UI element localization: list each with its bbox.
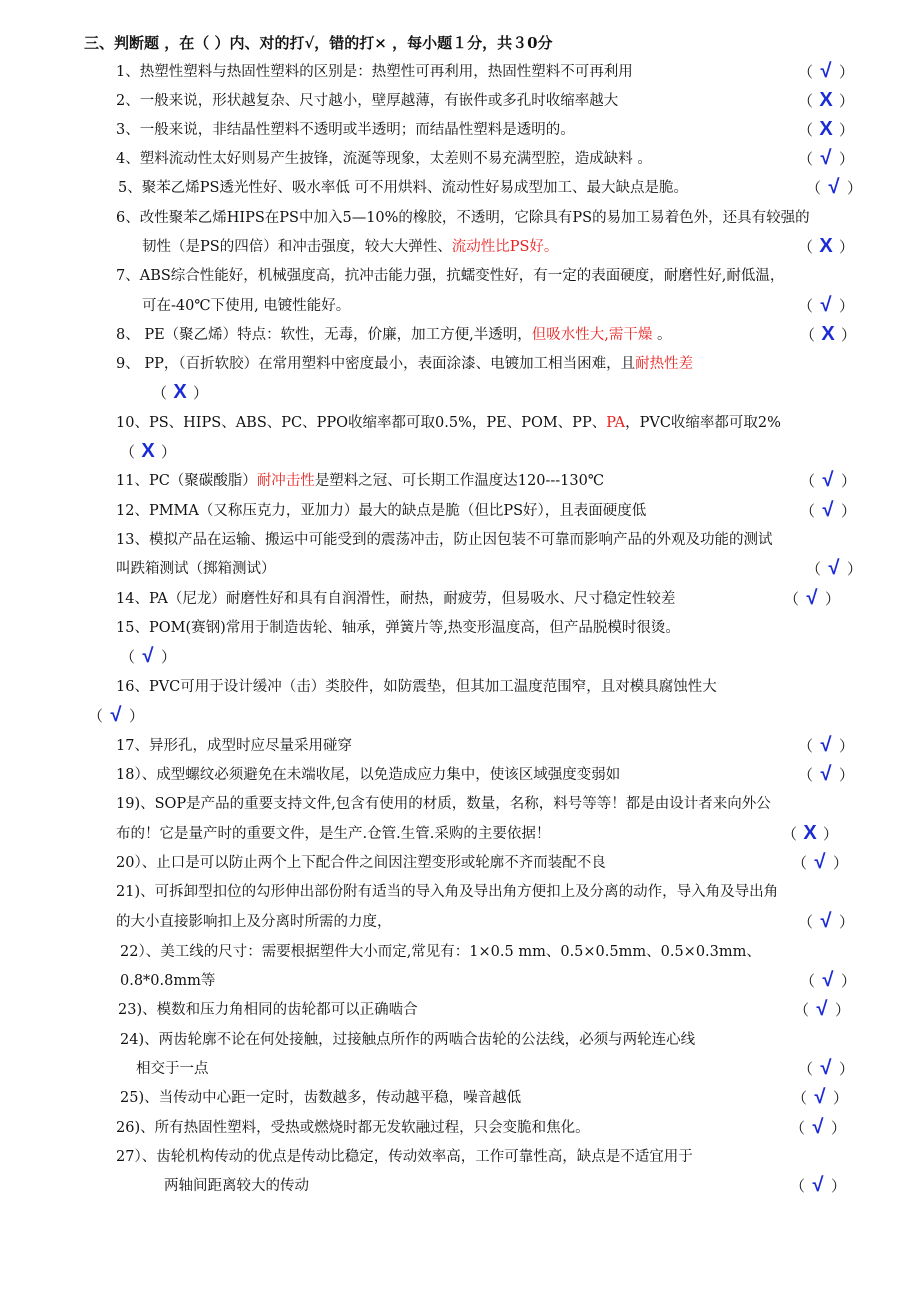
answer-7: （ √ ） — [798, 294, 855, 316]
answer-6: （ X ） — [798, 235, 855, 257]
check-icon: √ — [820, 147, 832, 169]
answer-18: （ √ ） — [798, 763, 855, 785]
section-title: 三、判断题 ，在（ ）内、对的打√，错的打× ，每小题１分，共３0分 — [84, 34, 553, 52]
check-icon: √ — [820, 1057, 832, 1079]
answer-27: （ √ ） — [790, 1174, 847, 1196]
answer-26: （ √ ） — [790, 1116, 847, 1138]
answer-11: （ √ ） — [800, 469, 857, 491]
check-icon: √ — [812, 1116, 824, 1138]
answer-10: （ X ） — [120, 440, 177, 462]
cross-icon: X — [173, 381, 187, 403]
answer-19: （ X ） — [782, 822, 839, 844]
question-27-line1: 27）、齿轮机构传动的优点是传动比稳定，传动效率高，工作可靠性高，缺点是不适宜用于 — [116, 1149, 693, 1165]
answer-16: （ √ ） — [88, 704, 145, 726]
cross-icon: X — [141, 440, 155, 462]
answer-1: （ √ ） — [798, 60, 855, 82]
question-21-line2: 的大小直接影响扣上及分离时所需的力度， — [116, 914, 392, 930]
question-4: 4、塑料流动性太好则易产生披锋，流涎等现象，太差则不易充满型腔，造成缺料 。 — [116, 151, 652, 167]
question-2: 2、一般来说，形状越复杂、尺寸越小，壁厚越薄，有嵌件或多孔时收缩率越大 — [116, 93, 619, 109]
answer-12: （ √ ） — [800, 499, 857, 521]
cross-icon: X — [819, 89, 833, 111]
question-1: 1、热塑性塑料与热固性塑料的区别是：热塑性可再利用，热固性塑料不可再利用 — [116, 64, 633, 80]
check-icon: √ — [822, 499, 834, 521]
question-26: 26)、所有热固性塑料，受热或燃烧时都无发软融过程，只会变脆和焦化。 — [116, 1120, 590, 1136]
question-12: 12、PMMA（又称压克力，亚加力）最大的缺点是脆（但比PS好），且表面硬度低 — [116, 503, 647, 519]
answer-14: （ √ ） — [784, 587, 841, 609]
check-icon: √ — [822, 469, 834, 491]
question-15: 15、POM(赛钢)常用于制造齿轮、轴承，弹簧片等,热变形温度高，但产品脱模时很烫。 — [116, 620, 680, 636]
question-25: 25)、当传动中心距一定时，齿数越多，传动越平稳，噪音越低 — [120, 1090, 522, 1106]
check-icon: √ — [816, 998, 828, 1020]
answer-13: （ √ ） — [806, 557, 863, 579]
answer-21: （ √ ） — [798, 910, 855, 932]
check-icon: √ — [820, 294, 832, 316]
question-13-line2: 叫跌箱测试（掷箱测试） — [116, 561, 276, 577]
question-23: 23)、模数和压力角相同的齿轮都可以正确啮合 — [118, 1002, 418, 1018]
question-18: 18）、成型螺纹必须避免在未端收尾，以免造成应力集中，使该区域强度变弱如 — [116, 767, 621, 783]
question-20: 20）、止口是可以防止两个上下配合件之间因注塑变形或轮廓不齐而装配不良 — [116, 855, 606, 871]
question-22-line1: 22）、美工线的尺寸：需要根据塑件大小而定,常见有：1×0.5 mm、0.5×0.5mm、0.5×0.3mm、 — [120, 944, 761, 960]
answer-3: （ X ） — [798, 118, 855, 140]
check-icon: √ — [806, 587, 818, 609]
check-icon: √ — [820, 763, 832, 785]
check-icon: √ — [822, 969, 834, 991]
question-24-line1: 24)、两齿轮廓不论在何处接触，过接触点所作的两啮合齿轮的公法线，必须与两轮连心线 — [120, 1032, 696, 1048]
check-icon: √ — [828, 176, 840, 198]
check-icon: √ — [142, 645, 154, 667]
question-22-line2: 0.8*0.8mm等 — [120, 973, 216, 989]
check-icon: √ — [814, 851, 826, 873]
cross-icon: X — [803, 822, 817, 844]
answer-4: （ √ ） — [798, 147, 855, 169]
question-11: 11、PC（聚碳酸脂）耐冲击性是塑料之冠、可长期工作温度达120---130℃ — [116, 473, 605, 489]
question-10: 10、PS、HIPS、ABS、PC、PPO收缩率都可取0.5%，PE、POM、PP、PA，PVC收缩率都可取2% — [116, 415, 781, 431]
answer-5: （ √ ） — [806, 176, 863, 198]
cross-icon: X — [819, 118, 833, 140]
check-icon: √ — [812, 1174, 824, 1196]
check-icon: √ — [820, 734, 832, 756]
check-icon: √ — [814, 1086, 826, 1108]
answer-24: （ √ ） — [798, 1057, 855, 1079]
cross-icon: X — [821, 323, 835, 345]
check-icon: √ — [820, 910, 832, 932]
check-icon: √ — [820, 60, 832, 82]
check-icon: √ — [110, 704, 122, 726]
answer-2: （ X ） — [798, 89, 855, 111]
answer-22: （ √ ） — [800, 969, 857, 991]
answer-15: （ √ ） — [120, 645, 177, 667]
question-24-line2: 相交于一点 — [136, 1061, 209, 1077]
answer-25: （ √ ） — [792, 1086, 849, 1108]
answer-17: （ √ ） — [798, 734, 855, 756]
answer-8: （ X ） — [800, 323, 857, 345]
question-16: 16、PVC可用于设计缓冲（击）类胶件，如防震垫，但其加工温度范围窄，且对模具腐蚀性大 — [116, 679, 717, 695]
question-17: 17、异形孔，成型时应尽量采用碰穿 — [116, 738, 352, 754]
question-3: 3、一般来说，非结晶性塑料不透明或半透明；而结晶性塑料是透明的。 — [116, 122, 575, 138]
question-27-line2: 两轴间距离较大的传动 — [164, 1178, 309, 1194]
question-7-line1: 7、ABS综合性能好，机械强度高，抗冲击能力强，抗蠕变性好，有一定的表面硬度，耐磨性好,耐低温， — [116, 268, 785, 284]
question-14: 14、PA（尼龙）耐磨性好和具有自润滑性，耐热，耐疲劳，但易吸水、尺寸稳定性较差 — [116, 591, 676, 607]
question-21-line1: 21)、可拆卸型扣位的勾形伸出部份附有适当的导入角及导出角方便扣上及分离的动作，导入角及导出角 — [116, 884, 779, 900]
question-6-line1: 6、改性聚苯乙烯HIPS在PS中加入5—10%的橡胶，不透明，它除具有PS的易加工易着色外，还具有较强的 — [116, 210, 810, 226]
question-8: 8、 PE（聚乙烯）特点：软性，无毒，价廉，加工方便,半透明，但吸水性大,需干燥 。 — [116, 327, 672, 343]
question-6-line2: 韧性（是PS的四倍）和冲击强度，较大大弹性、流动性比PS好。 — [142, 239, 559, 255]
question-19-line1: 19)、SOP是产品的重要支持文件,包含有使用的材质，数量，名称，料号等等！都是由设计者来向外公 — [116, 796, 771, 812]
check-icon: √ — [828, 557, 840, 579]
question-9: 9、 PP，（百折软胶）在常用塑料中密度最小，表面涂漆、电镀加工相当困难，且耐热性差 — [116, 356, 694, 372]
question-7-line2: 可在-40℃下使用, 电镀性能好。 — [142, 298, 351, 314]
question-5: 5、聚苯乙烯PS透光性好、吸水率低 可不用烘料、流动性好易成型加工、最大缺点是脆。 — [118, 180, 689, 196]
question-19-line2: 布的！它是量产时的重要文件，是生产.仓管.生管.采购的主要依据！ — [116, 826, 551, 842]
answer-20: （ √ ） — [792, 851, 849, 873]
answer-23: （ √ ） — [794, 998, 851, 1020]
question-13-line1: 13、模拟产品在运输、搬运中可能受到的震荡冲击，防止因包装不可靠而影响产品的外观及功能的测试 — [116, 532, 773, 548]
cross-icon: X — [819, 235, 833, 257]
answer-9: （ X ） — [152, 381, 209, 403]
